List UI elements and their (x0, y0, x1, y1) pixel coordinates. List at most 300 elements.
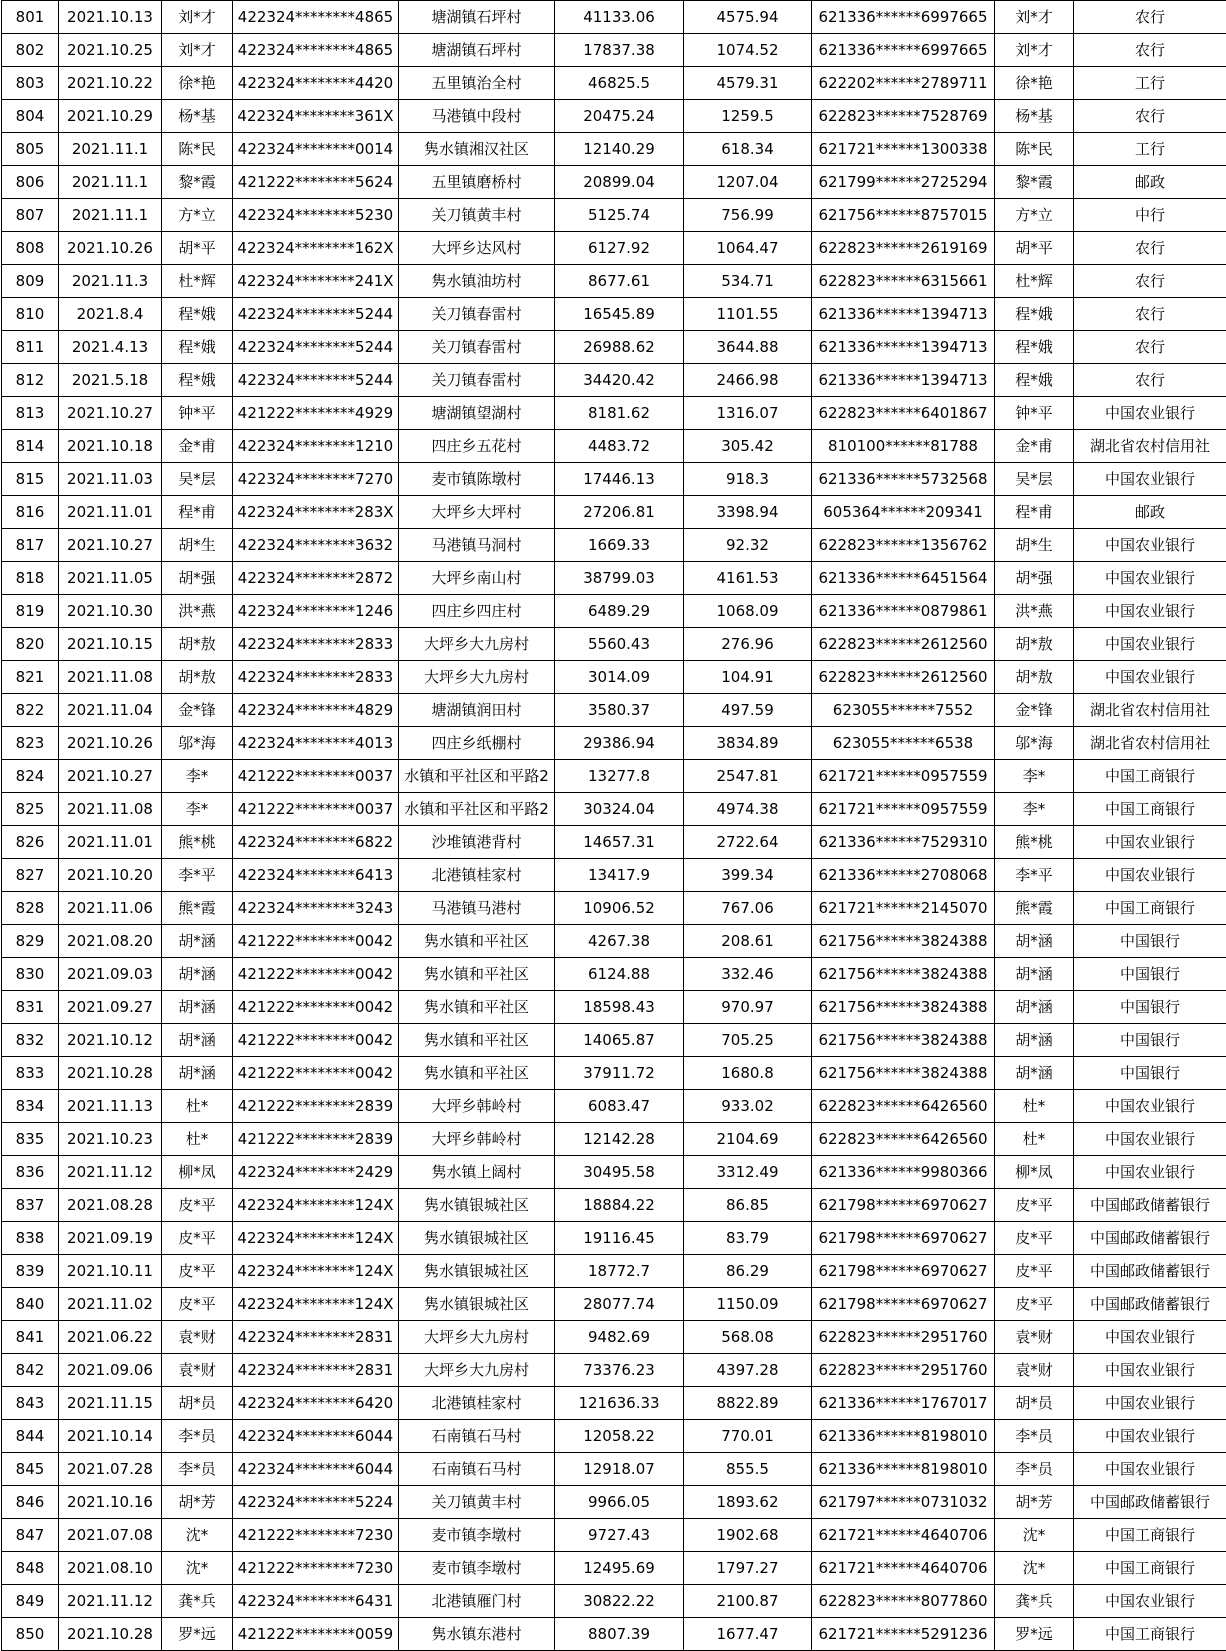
bank-cell: 农行 (1074, 34, 1226, 67)
subsidy-cell: 83.79 (684, 1222, 812, 1255)
table-row (2, 1486, 1226, 1519)
id-number-cell: 422324********5244 (233, 298, 399, 331)
amount-cell: 3580.37 (555, 694, 684, 727)
id-number-cell: 422324********361X (233, 100, 399, 133)
name-cell: 胡*平 (162, 232, 233, 265)
id-number-cell: 422324********2872 (233, 562, 399, 595)
address-cell: 石南镇石马村 (399, 1420, 555, 1453)
date-cell: 2021.10.28 (59, 1057, 162, 1090)
holder-cell: 杜* (995, 1090, 1074, 1123)
name-cell: 钟*平 (162, 397, 233, 430)
account-cell: 623055******6538 (812, 727, 995, 760)
id-number-cell: 422324********2831 (233, 1321, 399, 1354)
bank-cell: 湖北省农村信用社 (1074, 694, 1226, 727)
bank-cell: 中国农业银行 (1074, 1090, 1226, 1123)
account-cell: 621721******4640706 (812, 1552, 995, 1585)
date-cell: 2021.10.16 (59, 1486, 162, 1519)
id-number-cell: 422324********5224 (233, 1486, 399, 1519)
account-cell: 621336******6997665 (812, 1, 995, 34)
name-cell: 胡*强 (162, 562, 233, 595)
date-cell: 2021.11.08 (59, 793, 162, 826)
subsidy-cell: 4397.28 (684, 1354, 812, 1387)
account-cell: 621798******6970627 (812, 1222, 995, 1255)
account-cell: 810100******81788 (812, 430, 995, 463)
name-cell: 胡*敖 (162, 661, 233, 694)
address-cell: 隽水镇和平社区 (399, 991, 555, 1024)
name-cell: 沈* (162, 1552, 233, 1585)
seq-cell: 805 (2, 133, 59, 166)
seq-cell: 812 (2, 364, 59, 397)
name-cell: 皮*平 (162, 1255, 233, 1288)
holder-cell: 袁*财 (995, 1354, 1074, 1387)
bank-cell: 中国银行 (1074, 958, 1226, 991)
name-cell: 胡*敖 (162, 628, 233, 661)
holder-cell: 胡*平 (995, 232, 1074, 265)
date-cell: 2021.11.03 (59, 463, 162, 496)
bank-cell: 中国银行 (1074, 925, 1226, 958)
table-row (2, 1255, 1226, 1288)
amount-cell: 30495.58 (555, 1156, 684, 1189)
id-number-cell: 421222********0042 (233, 1057, 399, 1090)
date-cell: 2021.07.08 (59, 1519, 162, 1552)
date-cell: 2021.10.27 (59, 529, 162, 562)
account-cell: 621721******0957559 (812, 793, 995, 826)
name-cell: 杜* (162, 1090, 233, 1123)
id-number-cell: 422324********3243 (233, 892, 399, 925)
amount-cell: 27206.81 (555, 496, 684, 529)
holder-cell: 金*锋 (995, 694, 1074, 727)
amount-cell: 38799.03 (555, 562, 684, 595)
bank-cell: 农行 (1074, 364, 1226, 397)
bank-cell: 中国农业银行 (1074, 562, 1226, 595)
id-number-cell: 422324********2831 (233, 1354, 399, 1387)
table-row (2, 1288, 1226, 1321)
seq-cell: 811 (2, 331, 59, 364)
seq-cell: 828 (2, 892, 59, 925)
seq-cell: 844 (2, 1420, 59, 1453)
subsidy-cell: 1101.55 (684, 298, 812, 331)
subsidy-cell: 497.59 (684, 694, 812, 727)
address-cell: 隽水镇和平社区 (399, 1024, 555, 1057)
subsidy-cell: 1064.47 (684, 232, 812, 265)
id-number-cell: 422324********2833 (233, 661, 399, 694)
id-number-cell: 422324********6822 (233, 826, 399, 859)
id-number-cell: 422324********4865 (233, 34, 399, 67)
seq-cell: 843 (2, 1387, 59, 1420)
name-cell: 黎*霞 (162, 166, 233, 199)
amount-cell: 6127.92 (555, 232, 684, 265)
amount-cell: 6083.47 (555, 1090, 684, 1123)
subsidy-cell: 3644.88 (684, 331, 812, 364)
address-cell: 大坪乡大九房村 (399, 1321, 555, 1354)
holder-cell: 杜* (995, 1123, 1074, 1156)
seq-cell: 833 (2, 1057, 59, 1090)
bank-cell: 中国邮政储蓄银行 (1074, 1189, 1226, 1222)
subsidy-cell: 104.91 (684, 661, 812, 694)
date-cell: 2021.5.18 (59, 364, 162, 397)
date-cell: 2021.11.01 (59, 826, 162, 859)
holder-cell: 胡*涵 (995, 991, 1074, 1024)
holder-cell: 胡*敖 (995, 628, 1074, 661)
name-cell: 李* (162, 793, 233, 826)
seq-cell: 818 (2, 562, 59, 595)
id-number-cell: 421222********0042 (233, 958, 399, 991)
holder-cell: 龚*兵 (995, 1585, 1074, 1618)
table-row (2, 1453, 1226, 1486)
table-row (2, 826, 1226, 859)
table-row (2, 892, 1226, 925)
holder-cell: 熊*霞 (995, 892, 1074, 925)
name-cell: 李*员 (162, 1420, 233, 1453)
date-cell: 2021.08.10 (59, 1552, 162, 1585)
id-number-cell: 422324********124X (233, 1255, 399, 1288)
name-cell: 熊*霞 (162, 892, 233, 925)
table-row (2, 859, 1226, 892)
bank-cell: 邮政 (1074, 166, 1226, 199)
bank-cell: 农行 (1074, 331, 1226, 364)
amount-cell: 18598.43 (555, 991, 684, 1024)
seq-cell: 819 (2, 595, 59, 628)
subsidy-cell: 770.01 (684, 1420, 812, 1453)
amount-cell: 41133.06 (555, 1, 684, 34)
seq-cell: 801 (2, 1, 59, 34)
account-cell: 621721******4640706 (812, 1519, 995, 1552)
seq-cell: 835 (2, 1123, 59, 1156)
table-row (2, 1354, 1226, 1387)
account-cell: 622823******2951760 (812, 1354, 995, 1387)
amount-cell: 12918.07 (555, 1453, 684, 1486)
name-cell: 程*娥 (162, 364, 233, 397)
account-cell: 621798******6970627 (812, 1189, 995, 1222)
bank-cell: 中国工商银行 (1074, 793, 1226, 826)
name-cell: 胡*涵 (162, 991, 233, 1024)
address-cell: 大坪乡大九房村 (399, 628, 555, 661)
amount-cell: 13417.9 (555, 859, 684, 892)
name-cell: 程*甫 (162, 496, 233, 529)
amount-cell: 10906.52 (555, 892, 684, 925)
address-cell: 大坪乡大九房村 (399, 661, 555, 694)
date-cell: 2021.11.04 (59, 694, 162, 727)
table-row (2, 1585, 1226, 1618)
amount-cell: 17446.13 (555, 463, 684, 496)
date-cell: 2021.4.13 (59, 331, 162, 364)
table-row (2, 1189, 1226, 1222)
table-row (2, 793, 1226, 826)
date-cell: 2021.11.1 (59, 133, 162, 166)
name-cell: 沈* (162, 1519, 233, 1552)
holder-cell: 李* (995, 793, 1074, 826)
amount-cell: 19116.45 (555, 1222, 684, 1255)
table-row (2, 628, 1226, 661)
account-cell: 621797******0731032 (812, 1486, 995, 1519)
seq-cell: 831 (2, 991, 59, 1024)
subsidy-cell: 3312.49 (684, 1156, 812, 1189)
holder-cell: 沈* (995, 1552, 1074, 1585)
amount-cell: 16545.89 (555, 298, 684, 331)
table-body (2, 1, 1226, 1651)
id-number-cell: 422324********1246 (233, 595, 399, 628)
bank-cell: 湖北省农村信用社 (1074, 727, 1226, 760)
amount-cell: 121636.33 (555, 1387, 684, 1420)
bank-cell: 中国农业银行 (1074, 1453, 1226, 1486)
holder-cell: 程*娥 (995, 298, 1074, 331)
subsidy-cell: 399.34 (684, 859, 812, 892)
seq-cell: 837 (2, 1189, 59, 1222)
table-row (2, 100, 1226, 133)
amount-cell: 8677.61 (555, 265, 684, 298)
table-row (2, 331, 1226, 364)
holder-cell: 胡*强 (995, 562, 1074, 595)
address-cell: 石南镇石马村 (399, 1453, 555, 1486)
holder-cell: 邬*海 (995, 727, 1074, 760)
name-cell: 袁*财 (162, 1354, 233, 1387)
bank-cell: 中国农业银行 (1074, 628, 1226, 661)
holder-cell: 吴*层 (995, 463, 1074, 496)
subsidy-cell: 86.85 (684, 1189, 812, 1222)
seq-cell: 838 (2, 1222, 59, 1255)
amount-cell: 28077.74 (555, 1288, 684, 1321)
table-row (2, 562, 1226, 595)
address-cell: 大坪乡南山村 (399, 562, 555, 595)
address-cell: 隽水镇和平社区 (399, 925, 555, 958)
id-number-cell: 422324********6431 (233, 1585, 399, 1618)
bank-cell: 中国农业银行 (1074, 595, 1226, 628)
subsidy-cell: 618.34 (684, 133, 812, 166)
date-cell: 2021.10.25 (59, 34, 162, 67)
id-number-cell: 421222********4929 (233, 397, 399, 430)
name-cell: 李*平 (162, 859, 233, 892)
address-cell: 关刀镇春雷村 (399, 364, 555, 397)
id-number-cell: 422324********6044 (233, 1420, 399, 1453)
date-cell: 2021.06.22 (59, 1321, 162, 1354)
table-row (2, 364, 1226, 397)
name-cell: 胡*涵 (162, 1057, 233, 1090)
subsidy-cell: 2722.64 (684, 826, 812, 859)
date-cell: 2021.10.30 (59, 595, 162, 628)
name-cell: 杜*辉 (162, 265, 233, 298)
address-cell: 北港镇雁门村 (399, 1585, 555, 1618)
address-cell: 五里镇治全村 (399, 67, 555, 100)
amount-cell: 17837.38 (555, 34, 684, 67)
table-row (2, 397, 1226, 430)
table-row (2, 1222, 1226, 1255)
seq-cell: 813 (2, 397, 59, 430)
account-cell: 621336******1767017 (812, 1387, 995, 1420)
amount-cell: 5560.43 (555, 628, 684, 661)
id-number-cell: 422324********2833 (233, 628, 399, 661)
amount-cell: 20899.04 (555, 166, 684, 199)
address-cell: 关刀镇春雷村 (399, 331, 555, 364)
seq-cell: 802 (2, 34, 59, 67)
id-number-cell: 421222********5624 (233, 166, 399, 199)
address-cell: 麦市镇陈墩村 (399, 463, 555, 496)
id-number-cell: 422324********3632 (233, 529, 399, 562)
address-cell: 马港镇中段村 (399, 100, 555, 133)
account-cell: 621798******6970627 (812, 1288, 995, 1321)
amount-cell: 12142.28 (555, 1123, 684, 1156)
bank-cell: 湖北省农村信用社 (1074, 430, 1226, 463)
date-cell: 2021.11.02 (59, 1288, 162, 1321)
subsidy-cell: 276.96 (684, 628, 812, 661)
holder-cell: 柳*凤 (995, 1156, 1074, 1189)
address-cell: 关刀镇春雷村 (399, 298, 555, 331)
address-cell: 麦市镇李墩村 (399, 1552, 555, 1585)
date-cell: 2021.10.14 (59, 1420, 162, 1453)
address-cell: 塘湖镇石坪村 (399, 1, 555, 34)
address-cell: 五里镇磨桥村 (399, 166, 555, 199)
id-number-cell: 422324********4865 (233, 1, 399, 34)
amount-cell: 9727.43 (555, 1519, 684, 1552)
holder-cell: 杜*辉 (995, 265, 1074, 298)
seq-cell: 829 (2, 925, 59, 958)
account-cell: 622823******2619169 (812, 232, 995, 265)
account-cell: 621721******0957559 (812, 760, 995, 793)
id-number-cell: 422324********241X (233, 265, 399, 298)
account-cell: 623055******7552 (812, 694, 995, 727)
subsidy-cell: 1068.09 (684, 595, 812, 628)
subsidy-cell: 855.5 (684, 1453, 812, 1486)
address-cell: 沙堆镇港背村 (399, 826, 555, 859)
amount-cell: 8807.39 (555, 1618, 684, 1651)
name-cell: 皮*平 (162, 1222, 233, 1255)
id-number-cell: 421222********7230 (233, 1552, 399, 1585)
seq-cell: 817 (2, 529, 59, 562)
address-cell: 大坪乡韩岭村 (399, 1123, 555, 1156)
name-cell: 金*锋 (162, 694, 233, 727)
account-cell: 622823******2951760 (812, 1321, 995, 1354)
holder-cell: 黎*霞 (995, 166, 1074, 199)
seq-cell: 839 (2, 1255, 59, 1288)
name-cell: 程*娥 (162, 298, 233, 331)
address-cell: 隽水镇和平社区 (399, 958, 555, 991)
id-number-cell: 421222********0042 (233, 925, 399, 958)
subsidy-cell: 1677.47 (684, 1618, 812, 1651)
name-cell: 罗*远 (162, 1618, 233, 1651)
bank-cell: 中国农业银行 (1074, 1321, 1226, 1354)
holder-cell: 沈* (995, 1519, 1074, 1552)
name-cell: 胡*涵 (162, 958, 233, 991)
name-cell: 方*立 (162, 199, 233, 232)
name-cell: 胡*生 (162, 529, 233, 562)
amount-cell: 12140.29 (555, 133, 684, 166)
account-cell: 621756******3824388 (812, 925, 995, 958)
table-row (2, 727, 1226, 760)
address-cell: 塘湖镇石坪村 (399, 34, 555, 67)
account-cell: 621336******1394713 (812, 298, 995, 331)
table-row (2, 1519, 1226, 1552)
bank-cell: 中国农业银行 (1074, 661, 1226, 694)
bank-cell: 中国邮政储蓄银行 (1074, 1255, 1226, 1288)
table-row (2, 1321, 1226, 1354)
account-cell: 621756******3824388 (812, 991, 995, 1024)
account-cell: 622823******6426560 (812, 1123, 995, 1156)
address-cell: 北港镇桂家村 (399, 1387, 555, 1420)
holder-cell: 皮*平 (995, 1222, 1074, 1255)
address-cell: 塘湖镇望湖村 (399, 397, 555, 430)
address-cell: 关刀镇黄丰村 (399, 1486, 555, 1519)
holder-cell: 程*甫 (995, 496, 1074, 529)
seq-cell: 809 (2, 265, 59, 298)
bank-cell: 中国农业银行 (1074, 1585, 1226, 1618)
subsidy-cell: 1902.68 (684, 1519, 812, 1552)
date-cell: 2021.08.28 (59, 1189, 162, 1222)
amount-cell: 12495.69 (555, 1552, 684, 1585)
seq-cell: 841 (2, 1321, 59, 1354)
subsidy-cell: 1150.09 (684, 1288, 812, 1321)
date-cell: 2021.11.12 (59, 1156, 162, 1189)
subsidy-cell: 1680.8 (684, 1057, 812, 1090)
address-cell: 水镇和平社区和平路2 (399, 793, 555, 826)
name-cell: 邬*海 (162, 727, 233, 760)
amount-cell: 20475.24 (555, 100, 684, 133)
id-number-cell: 421222********0037 (233, 760, 399, 793)
date-cell: 2021.10.26 (59, 232, 162, 265)
address-cell: 马港镇马港村 (399, 892, 555, 925)
id-number-cell: 421222********2839 (233, 1090, 399, 1123)
subsidy-cell: 933.02 (684, 1090, 812, 1123)
date-cell: 2021.10.23 (59, 1123, 162, 1156)
account-cell: 621336******6451564 (812, 562, 995, 595)
amount-cell: 14657.31 (555, 826, 684, 859)
date-cell: 2021.09.19 (59, 1222, 162, 1255)
date-cell: 2021.11.1 (59, 166, 162, 199)
account-cell: 622202******2789711 (812, 67, 995, 100)
table-row (2, 529, 1226, 562)
seq-cell: 840 (2, 1288, 59, 1321)
seq-cell: 847 (2, 1519, 59, 1552)
subsidy-cell: 705.25 (684, 1024, 812, 1057)
account-cell: 621336******2708068 (812, 859, 995, 892)
address-cell: 隽水镇湘汉社区 (399, 133, 555, 166)
account-cell: 621336******8198010 (812, 1453, 995, 1486)
holder-cell: 钟*平 (995, 397, 1074, 430)
account-cell: 622823******2612560 (812, 628, 995, 661)
amount-cell: 13277.8 (555, 760, 684, 793)
bank-cell: 中国农业银行 (1074, 1123, 1226, 1156)
seq-cell: 836 (2, 1156, 59, 1189)
address-cell: 马港镇马洞村 (399, 529, 555, 562)
holder-cell: 罗*远 (995, 1618, 1074, 1651)
seq-cell: 820 (2, 628, 59, 661)
table-row (2, 661, 1226, 694)
name-cell: 陈*民 (162, 133, 233, 166)
id-number-cell: 421222********0042 (233, 1024, 399, 1057)
bank-cell: 中国邮政储蓄银行 (1074, 1486, 1226, 1519)
seq-cell: 848 (2, 1552, 59, 1585)
date-cell: 2021.10.27 (59, 760, 162, 793)
subsidy-cell: 4161.53 (684, 562, 812, 595)
holder-cell: 方*立 (995, 199, 1074, 232)
table-row (2, 166, 1226, 199)
seq-cell: 803 (2, 67, 59, 100)
subsidy-cell: 332.46 (684, 958, 812, 991)
subsidy-cell: 756.99 (684, 199, 812, 232)
name-cell: 杨*基 (162, 100, 233, 133)
id-number-cell: 422324********1210 (233, 430, 399, 463)
holder-cell: 李* (995, 760, 1074, 793)
table-row (2, 430, 1226, 463)
amount-cell: 30822.22 (555, 1585, 684, 1618)
date-cell: 2021.11.15 (59, 1387, 162, 1420)
date-cell: 2021.10.12 (59, 1024, 162, 1057)
name-cell: 李* (162, 760, 233, 793)
account-cell: 621336******1394713 (812, 331, 995, 364)
holder-cell: 皮*平 (995, 1255, 1074, 1288)
address-cell: 水镇和平社区和平路2 (399, 760, 555, 793)
subsidy-cell: 4974.38 (684, 793, 812, 826)
date-cell: 2021.10.13 (59, 1, 162, 34)
amount-cell: 34420.42 (555, 364, 684, 397)
